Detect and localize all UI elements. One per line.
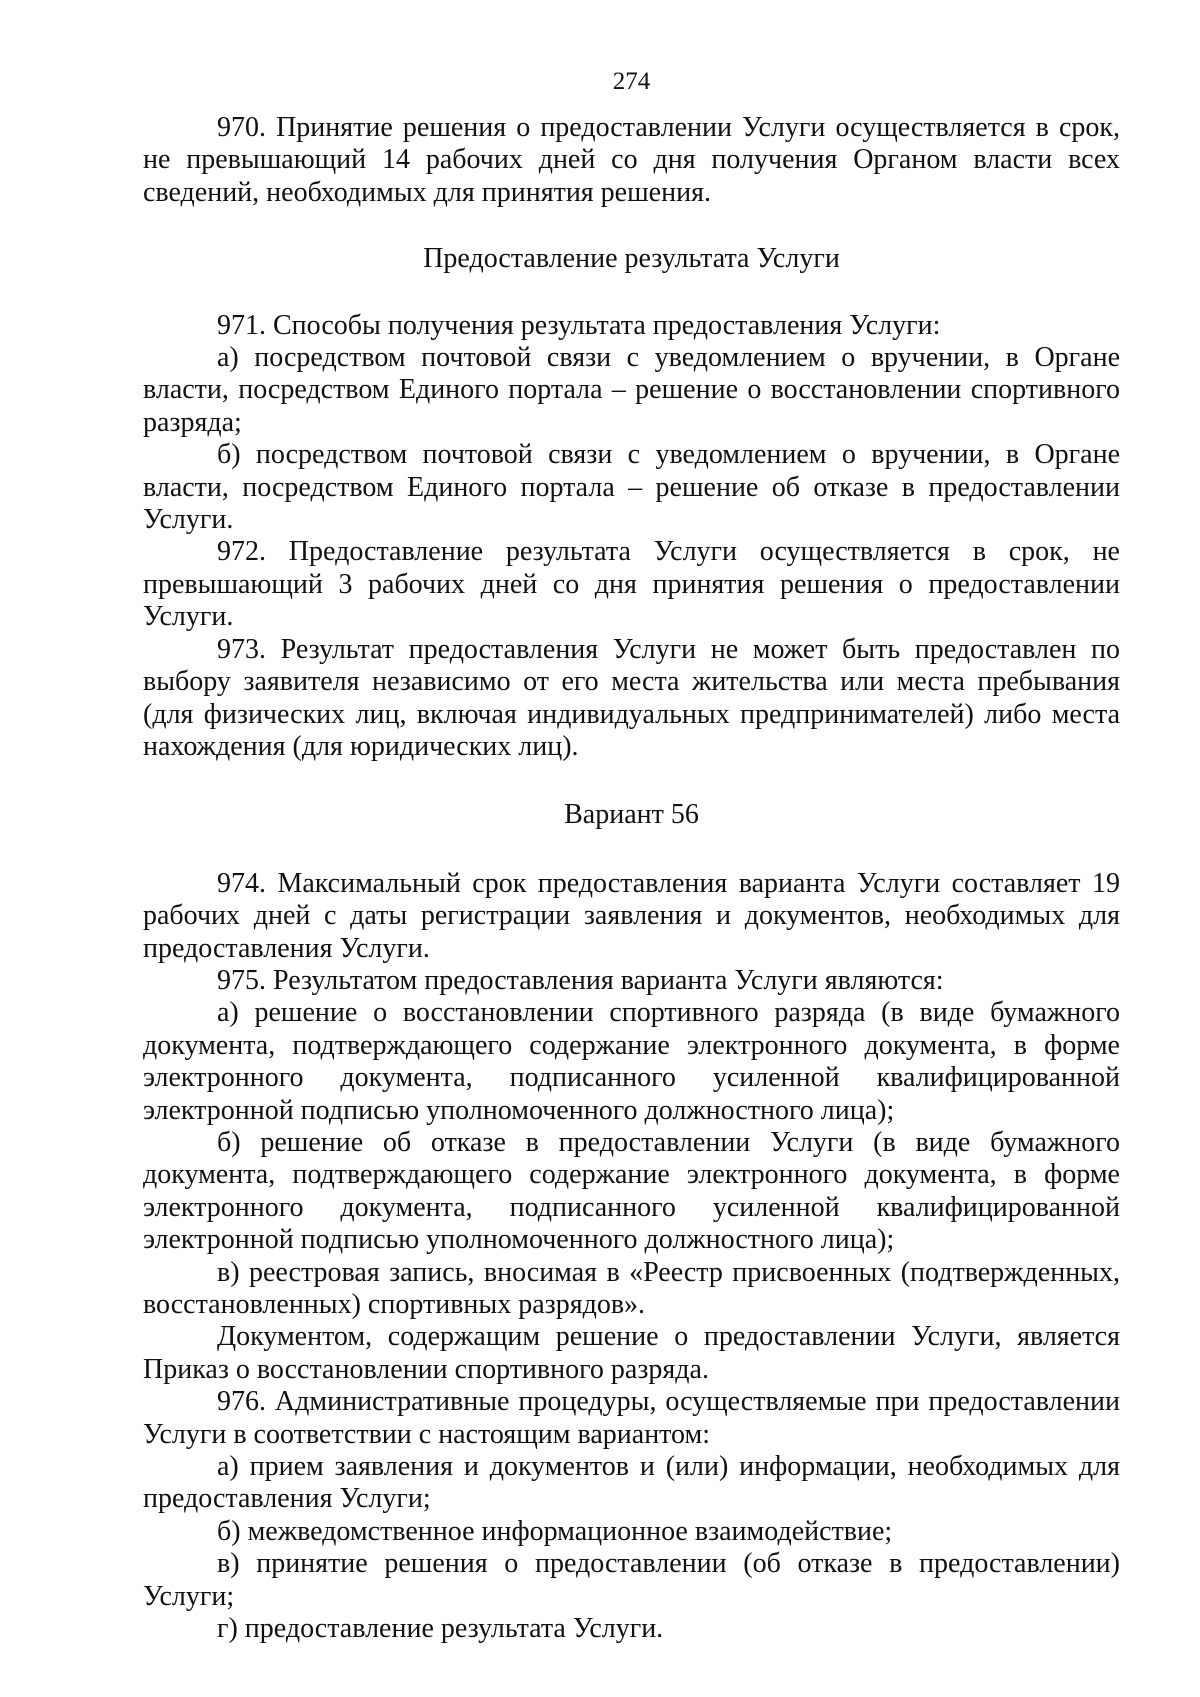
paragraph-975-c: в) реестровая запись, вносимая в «Реестр присвоенных (подтвержденных, восстановленных) спортивных разрядов». [143, 1256, 1120, 1320]
paragraph-975-document: Документом, содержащим решение о предоставлении Услуги, является Приказ о восстановлении спортивного разряда. [143, 1321, 1120, 1385]
paragraph-972: 972. Предоставление результата Услуги осуществляется в срок, не превышающий 3 рабочих дней со дня принятия решения о предоставлении Услуги. [143, 536, 1120, 633]
paragraph-976-c: в) принятие решения о предоставлении (об отказе в предоставлении) Услуги; [143, 1548, 1120, 1612]
paragraph-976-b: б) межведомственное информационное взаимодействие; [217, 1515, 893, 1547]
section-heading-result: Предоставление результата Услуги [423, 243, 840, 275]
paragraph-975: 975. Результатом предоставления варианта Услуги являются: [217, 964, 944, 996]
paragraph-971-b: б) посредством почтовой связи с уведомлением о вручении, в Органе власти, посредством Единого портала – решение об отказе в предоставлении Услуги. [143, 439, 1120, 536]
paragraph-974: 974. Максимальный срок предоставления варианта Услуги составляет 19 рабочих дней с даты регистрации заявления и документов, необходимых для предоставления Услуги. [143, 867, 1120, 964]
paragraph-975-a: а) решение о восстановлении спортивного разряда (в виде бумажного документа, подтверждающего содержание электронного документа, в форме электронного документа, подписанного усиленной квалифицированной электронной подписью уполномоченного должностного лица); [143, 997, 1120, 1126]
document-page [143, 66, 1120, 1645]
paragraph-976-d: г) предоставление результата Услуги. [217, 1613, 664, 1645]
paragraph-976-a: а) прием заявления и документов и (или) информации, необходимых для предоставления Услуги; [143, 1451, 1120, 1515]
paragraph-975-b: б) решение об отказе в предоставлении Услуги (в виде бумажного документа, подтверждающего содержание электронного документа, в форме электронного документа, подписанного усиленной квалифицированной электронной подписью уполномоченного должностного лица); [143, 1126, 1120, 1256]
paragraph-976: 976. Административные процедуры, осуществляемые при предоставлении Услуги в соответствии с настоящим вариантом: [143, 1386, 1120, 1450]
section-heading-variant: Вариант 56 [564, 799, 699, 831]
paragraph-970: 970. Принятие решения о предоставлении Услуги осуществляется в срок, не превышающий 14 рабочих дней со дня получения Органом власти всех сведений, необходимых для принятия решения. [143, 112, 1120, 208]
paragraph-971-a: а) посредством почтовой связи с уведомлением о вручении, в Органе власти, посредством Единого портала – решение о восстановлении спортивного разряда; [143, 342, 1120, 438]
paragraph-971: 971. Способы получения результата предоставления Услуги: [217, 309, 941, 341]
paragraph-973: 973. Результат предоставления Услуги не может быть предоставлен по выбору заявителя независимо от его места жительства или места пребывания (для физических лиц, включая индивидуальных предпринимателей) либо места нахождения (для юридических лиц). [143, 633, 1120, 762]
page-number: 274 [612, 68, 651, 95]
